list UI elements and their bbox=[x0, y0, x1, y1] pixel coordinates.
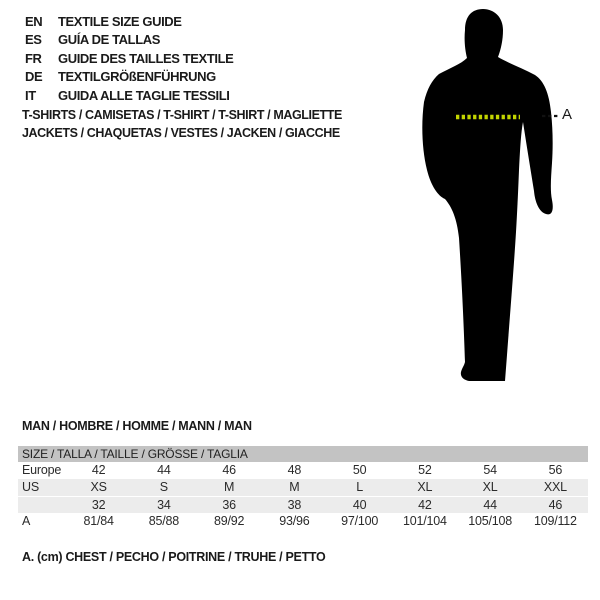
table-cell: 85/88 bbox=[148, 514, 180, 528]
table-cell: 81/84 bbox=[83, 514, 114, 528]
category-line-jackets: JACKETS / CHAQUETAS / VESTES / JACKEN / GIACCHE bbox=[22, 126, 340, 140]
table-cell: XL bbox=[417, 480, 433, 494]
table-cell: XS bbox=[90, 480, 107, 494]
table-cell: 40 bbox=[352, 498, 367, 512]
table-cell: 42 bbox=[418, 498, 432, 512]
table-cell: 34 bbox=[157, 498, 171, 512]
category-line-tshirts: T-SHIRTS / CAMISETAS / T-SHIRT / T-SHIRT / MAGLIETTE bbox=[22, 108, 342, 122]
table-cell: M bbox=[224, 480, 235, 494]
language-label: GUIDA ALLE TAGLIE TESSILI bbox=[58, 87, 230, 103]
table-cell: 101/104 bbox=[402, 514, 447, 528]
table-cell: XL bbox=[482, 480, 498, 494]
table-cell: 56 bbox=[548, 463, 563, 477]
table-cell: 48 bbox=[287, 463, 302, 477]
language-code: DE bbox=[25, 69, 43, 85]
measurement-footnote: A. (cm) CHEST / PECHO / POITRINE / TRUHE / PETTO bbox=[22, 550, 326, 564]
table-cell: 97/100 bbox=[341, 514, 379, 528]
language-code: ES bbox=[25, 32, 42, 48]
table-cell: 44 bbox=[157, 463, 171, 477]
table-row-europe bbox=[18, 462, 588, 479]
table-cell: 42 bbox=[91, 463, 106, 477]
table-row-chest-a bbox=[18, 513, 588, 530]
table-cell: 54 bbox=[483, 463, 497, 477]
table-cell: 52 bbox=[418, 463, 432, 477]
row-label: US bbox=[22, 480, 39, 494]
table-cell: 44 bbox=[483, 498, 497, 512]
table-cell: 50 bbox=[352, 463, 367, 477]
language-row bbox=[25, 68, 233, 87]
language-label: TEXTILGRÖßENFÜHRUNG bbox=[58, 69, 216, 85]
size-table-header: SIZE / TALLA / TAILLE / GRÖSSE / TAGLIA bbox=[18, 446, 588, 462]
table-cell: 105/108 bbox=[468, 514, 513, 528]
language-code: EN bbox=[25, 13, 43, 29]
language-list bbox=[25, 12, 233, 105]
table-cell: L bbox=[356, 480, 363, 494]
language-code: FR bbox=[25, 50, 42, 66]
language-label: GUIDE DES TAILLES TEXTILE bbox=[58, 50, 234, 66]
table-row-us bbox=[18, 479, 588, 496]
language-row bbox=[25, 49, 233, 68]
row-label: Europe bbox=[22, 463, 62, 477]
row-label: A bbox=[22, 514, 31, 528]
table-cell: 46 bbox=[548, 498, 563, 512]
language-code: IT bbox=[25, 87, 36, 103]
size-table bbox=[18, 446, 588, 530]
man-silhouette bbox=[405, 0, 585, 400]
measure-label-a: A bbox=[562, 106, 572, 123]
table-cell: S bbox=[159, 480, 168, 494]
section-title: MAN / HOMBRE / HOMME / MANN / MAN bbox=[22, 419, 252, 433]
table-cell: 32 bbox=[91, 498, 106, 512]
table-row-uk bbox=[18, 496, 588, 513]
table-cell: 46 bbox=[222, 463, 236, 477]
language-row bbox=[25, 86, 233, 105]
language-row bbox=[25, 12, 233, 31]
table-cell: 93/96 bbox=[279, 514, 310, 528]
table-cell: 89/92 bbox=[213, 514, 245, 528]
language-label: TEXTILE SIZE GUIDE bbox=[58, 13, 182, 29]
category-titles bbox=[22, 106, 342, 142]
table-cell: 109/112 bbox=[533, 514, 577, 528]
table-cell: 38 bbox=[287, 498, 302, 512]
table-cell: M bbox=[289, 480, 300, 494]
table-cell: XXL bbox=[543, 480, 567, 494]
language-row bbox=[25, 31, 233, 50]
table-cell: 36 bbox=[222, 498, 236, 512]
language-label: GUÍA DE TALLAS bbox=[58, 32, 161, 48]
